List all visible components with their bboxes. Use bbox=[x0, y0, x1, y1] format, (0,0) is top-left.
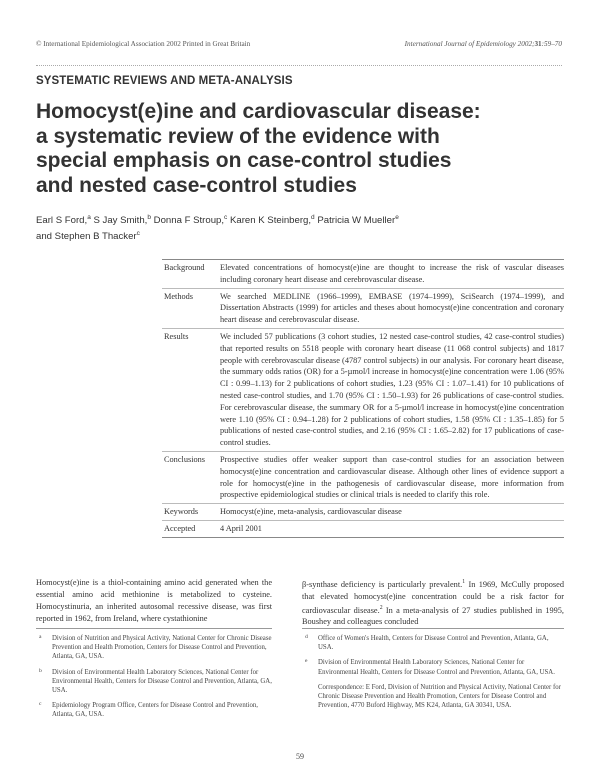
abstract-row bbox=[162, 520, 564, 537]
abstract-text: Homocyst(e)ine, meta-analysis, cardiovascular disease bbox=[218, 504, 564, 521]
header-divider bbox=[36, 65, 562, 66]
author-list bbox=[36, 211, 556, 243]
author: and Stephen B Thacker$^c$ bbox=[36, 230, 140, 243]
journal-volume: 31 bbox=[534, 40, 542, 48]
journal-pages: :59–70 bbox=[541, 40, 562, 48]
structured-abstract bbox=[162, 259, 564, 538]
article-title bbox=[36, 100, 556, 198]
abstract-row bbox=[162, 451, 564, 503]
abstract-text: 4 April 2001 bbox=[218, 520, 564, 537]
footnote-divider bbox=[36, 628, 272, 629]
affiliation-footnote: a Division of Nutrition and Physical Activity, National Center for Chronic Disease Prevention and Health Promotion, Centers for Disease Control and Prevention, Atlanta, GA, USA. bbox=[39, 634, 272, 661]
body-column-right: β-synthase deficiency is particularly prevalent.$^1$ In 1969, McCully proposed that elevated homocyst(e)ine concentration could be a risk factor for cardiovascular disease.$^2$ In a meta-analysis of 27 studies published in 1995, Boushey and colleagues concluded bbox=[302, 579, 564, 627]
abstract-text: Elevated concentrations of homocyst(e)ine are thought to increase the risk of vascular diseases including coronary heart disease and cerebrovascular disease. bbox=[218, 260, 564, 289]
abstract-label: Results bbox=[162, 328, 218, 451]
abstract-text: Prospective studies offer weaker support than case-control studies for an association between homocyst(e)ine concentration and cardiovascular disease. Although other lines of evidence support a role for homocyst(e)ine in the pathogenesis of cardiovascular disease, more information from prospective epidemiological studies or clinical trials is needed to clarify this role. bbox=[218, 451, 564, 503]
section-heading: SYSTEMATIC REVIEWS AND META-ANALYSIS bbox=[36, 75, 293, 87]
abstract-label: Keywords bbox=[162, 504, 218, 521]
page-number: 59 bbox=[296, 752, 304, 761]
abstract-row bbox=[162, 288, 564, 328]
title-line: and nested case-control studies bbox=[36, 173, 357, 197]
abstract-row bbox=[162, 328, 564, 451]
affiliation-footnote: b Division of Environmental Health Laboratory Sciences, National Center for Environmental Health, Centers for Disease Control and Prevention, Atlanta, GA, USA. bbox=[39, 667, 272, 695]
abstract-label: Background bbox=[162, 260, 218, 289]
footnote-divider bbox=[302, 628, 564, 629]
abstract-row bbox=[162, 504, 564, 521]
journal-citation bbox=[405, 40, 562, 48]
journal-name: International Journal of Epidemiology bbox=[404, 40, 516, 48]
abstract-text: We searched MEDLINE (1966–1999), EMBASE (1974–1999), SciSearch (1974–1999), and Dissertation Abstracts (1999) for articles and theses about homocyst(e)ine concentration and coronary heart disease and cerebrovascular disease. bbox=[218, 288, 564, 328]
title-line: special emphasis on case-control studies bbox=[36, 149, 452, 172]
abstract-label: Methods bbox=[162, 288, 218, 328]
author: Earl S Ford,$^a$ bbox=[36, 214, 91, 227]
author: Karen K Steinberg,$^d$ bbox=[229, 214, 315, 227]
copyright-line: © International Epidemiological Association 2002 Printed in Great Britain bbox=[36, 40, 251, 48]
affiliations-left bbox=[36, 634, 272, 726]
journal-year: 2002; bbox=[517, 40, 535, 48]
title-line: a systematic review of the evidence with bbox=[36, 124, 440, 148]
author: Donna F Stroup,$^c$ bbox=[153, 214, 228, 227]
abstract-label: Accepted bbox=[162, 520, 218, 537]
author: Patricia W Mueller$^e$ bbox=[317, 214, 399, 227]
title-line: Homocyst(e)ine and cardiovascular disease: bbox=[36, 100, 481, 123]
abstract-text: We included 57 publications (3 cohort studies, 12 nested case-control studies, 42 case-control studies) that reported results on 5518 people with coronary heart disease (11 068 control subjects) and 1817 people with cerebrovascular disease (4787 control subjects) in our analysis. For coronary heart disease, the summary odds ratios (OR) for a 5-µmol/l increase in homocyst(e)ine concentration were 1.06 (95% CI : 0.99–1.13) for 2 publications of cohort studies, 1.23 (95% CI : 1.07–1.41) for 10 publications of nested case-control studies, and 1.70 (95% CI : 1.50–1.93) for 26 publications of case-control studies. For cerebrovascular disease, the summary OR for a 5-µmol/l increase in homocyst(e)ine concentration were 1.10 (95% CI : 0.94–1.28) for 2 publications of cohort studies, 1.58 (95% CI : 1.35–1.85) for 5 publications of nested case-control studies, and 2.16 (95% CI : 1.65–2.82) for 17 publications of case-control studies. bbox=[218, 328, 564, 451]
affiliations-right bbox=[302, 634, 564, 710]
abstract-label: Conclusions bbox=[162, 451, 218, 503]
abstract-row bbox=[162, 260, 564, 289]
affiliation-footnote: e Division of Environmental Health Laboratory Sciences, National Center for Environmental Health, Centers for Disease Control and Prevention, Atlanta, GA, USA. bbox=[305, 658, 555, 676]
affiliation-footnote: c Epidemiology Program Office, Centers for Disease Control and Prevention, Atlanta, GA, USA. bbox=[39, 701, 259, 719]
affiliation-footnote: d Office of Women's Health, Centers for Disease Control and Prevention, Atlanta, GA, USA. bbox=[305, 634, 549, 652]
body-column-left: Homocyst(e)ine is a thiol-containing amino acid generated when the essential amino acid methionine is metabolized to cysteine. Homocystinuria, an inherited autosomal recessive disease, was first reported in 1962, from Ireland, where cystathionine bbox=[36, 578, 272, 623]
author: S Jay Smith,$^b$ bbox=[93, 214, 151, 227]
correspondence-note: Correspondence: E Ford, Division of Nutrition and Physical Activity, National Center for Chronic Disease Prevention and Health Promotion, Centers for Disease Control and Prevention, 4770 Buford Highway, MS K24, Atlanta, GA 30341, USA. bbox=[318, 683, 561, 710]
